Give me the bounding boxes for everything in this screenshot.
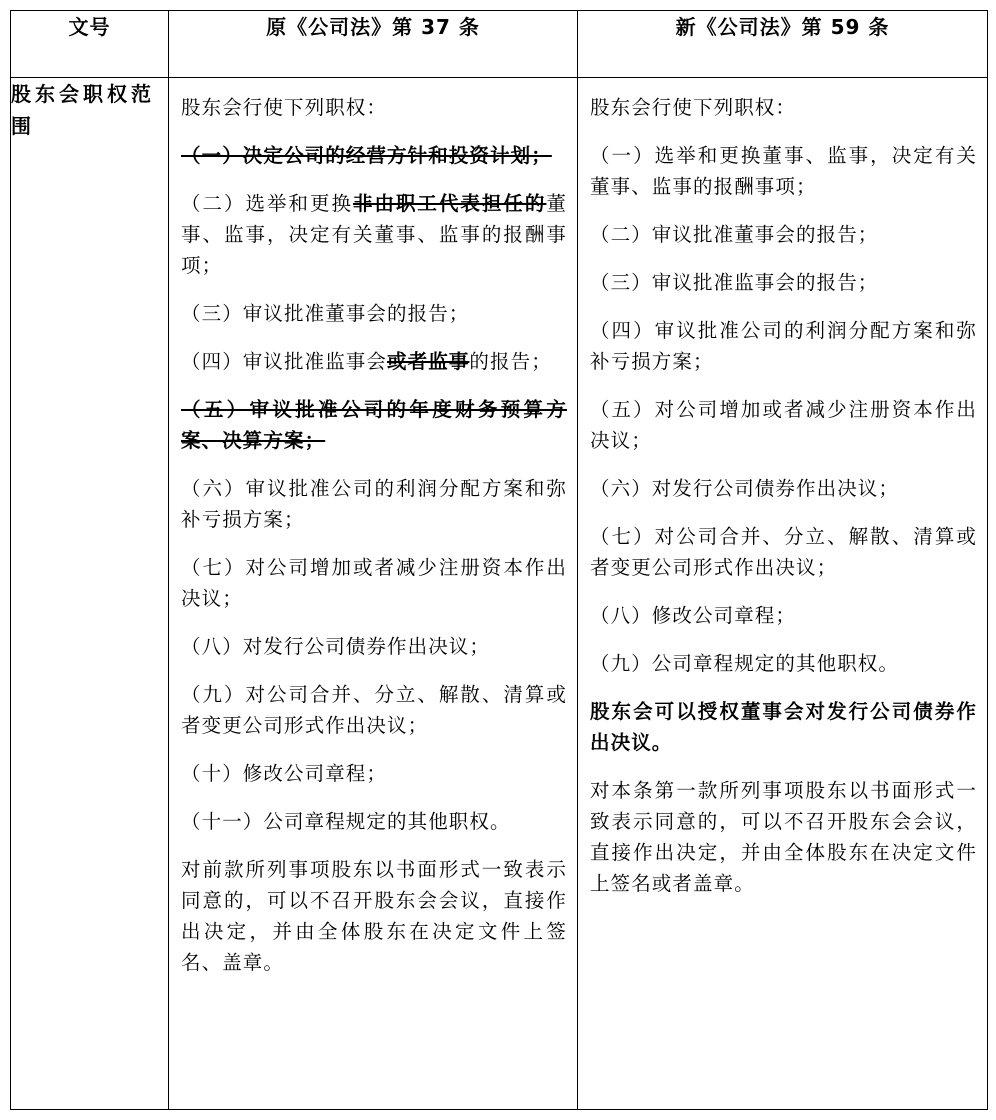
old-item-2-b: 董事、监事，决定有关董事、监事的报酬事项； <box>181 192 567 277</box>
old-item-5 <box>181 394 567 456</box>
header-row <box>11 11 988 78</box>
old-item-7: （七）对公司增加或者减少注册资本作出决议； <box>181 556 567 610</box>
old-item-9: （九）对公司合并、分立、解散、清算或者变更公司形式作出决议； <box>181 683 567 737</box>
new-item-2: （二）审议批准董事会的报告； <box>590 223 879 246</box>
old-item-4-b: 的报告； <box>469 350 552 373</box>
old-item-1-deleted: （一）决定公司的经营方针和投资计划； <box>181 144 552 167</box>
old-item-5-deleted: （五）审议批准公司的年度财务预算方案、决算方案； <box>181 398 567 452</box>
row-label: 股东会职权范围 <box>11 78 169 1110</box>
old-item-2 <box>181 188 567 281</box>
new-intro: 股东会行使下列职权： <box>590 96 797 119</box>
old-item-10: （十）修改公司章程； <box>181 762 388 785</box>
new-item-6: （六）对发行公司债券作出决议； <box>590 477 900 500</box>
content-row <box>11 78 988 1110</box>
new-item-4: （四）审议批准公司的利润分配方案和弥补亏损方案； <box>590 319 977 373</box>
old-item-6: （六）审议批准公司的利润分配方案和弥补亏损方案； <box>181 477 567 531</box>
old-item-1 <box>181 140 567 171</box>
new-item-1: （一）选举和更换董事、监事，决定有关董事、监事的报酬事项； <box>590 144 977 198</box>
old-item-4 <box>181 346 567 377</box>
new-paragraph-2-bold: 股东会可以授权董事会对发行公司债券作出决议。 <box>590 700 977 754</box>
new-paragraph-3: 对本条第一款所列事项股东以书面形式一致表示同意的，可以不召开股东会会议，直接作出决定，并由全体股东在决定文件上签名或者盖章。 <box>590 779 977 895</box>
old-intro: 股东会行使下列职权： <box>181 96 388 119</box>
new-item-9: （九）公司章程规定的其他职权。 <box>590 652 900 675</box>
new-item-8: （八）修改公司章程； <box>590 604 797 627</box>
comparison-table <box>10 10 988 1110</box>
old-item-4-deleted: 或者监事 <box>387 350 470 373</box>
old-law-cell <box>169 78 578 1110</box>
old-item-2-deleted: 非由职工代表担任的 <box>352 192 547 215</box>
header-doc-number: 文号 <box>11 11 169 78</box>
header-old-law: 原《公司法》第 37 条 <box>169 11 578 78</box>
header-new-law: 新《公司法》第 59 条 <box>578 11 988 78</box>
old-paragraph-2: 对前款所列事项股东以书面形式一致表示同意的，可以不召开股东会会议，直接作出决定，并由全体股东在决定文件上签名、盖章。 <box>181 858 567 974</box>
old-item-8: （八）对发行公司债券作出决议； <box>181 635 491 658</box>
old-item-2-a: （二）选举和更换 <box>181 192 353 215</box>
new-item-7: （七）对公司合并、分立、解散、清算或者变更公司形式作出决议； <box>590 525 977 579</box>
new-item-5: （五）对公司增加或者减少注册资本作出决议； <box>590 398 977 452</box>
old-item-11: （十一）公司章程规定的其他职权。 <box>181 810 511 833</box>
old-item-4-a: （四）审议批准监事会 <box>181 350 388 373</box>
old-item-3: （三）审议批准董事会的报告； <box>181 302 470 325</box>
new-item-3: （三）审议批准监事会的报告； <box>590 271 879 294</box>
new-law-cell <box>578 78 988 1110</box>
